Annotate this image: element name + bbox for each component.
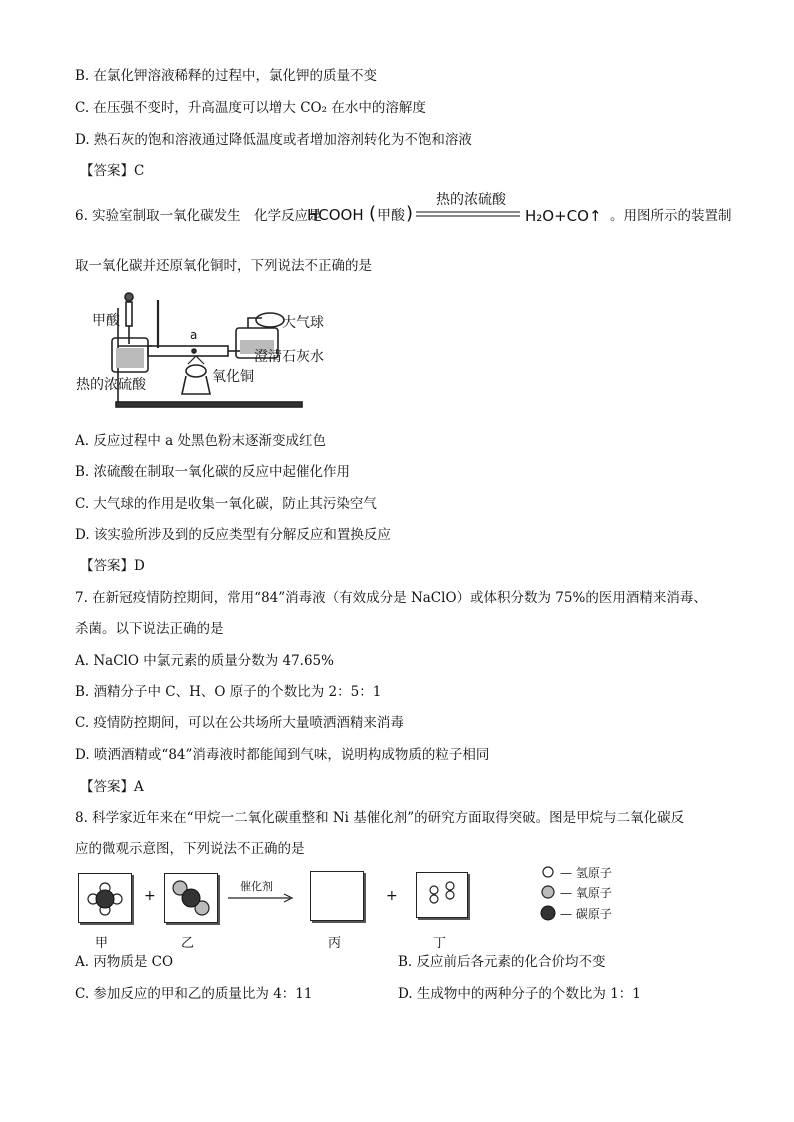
label-limewater: 澄清石灰水	[254, 349, 324, 365]
q6-option-b: B. 浓硫酸在制取一氧化碳的反应中起催化作用	[75, 464, 351, 480]
q8-option-a: A. 丙物质是 CO	[75, 954, 174, 970]
q6-stem-line2: 取一氧化碳并还原氧化铜时，下列说法不正确的是	[75, 258, 372, 274]
label-jia: 甲	[95, 936, 109, 951]
q7-stem-line1: 7. 在新冠疫情防控期间，常用“84”消毒液（有效成分是 NaClO）或体积分数为 75%的医用酒精来消毒、	[75, 590, 707, 606]
plus-1: +	[144, 888, 156, 904]
q6-option-a: A. 反应过程中 a 处黑色粉末逐渐变成红色	[75, 433, 326, 449]
label-copper-oxide: 氧化铜	[212, 369, 254, 385]
q5-option-b: B. 在氯化钾溶液稀释的过程中，氯化钾的质量不变	[75, 68, 378, 84]
q6-option-d: D. 该实验所涉及到的反应类型有分解反应和置换反应	[75, 527, 391, 543]
label-balloon: 大气球	[282, 315, 324, 331]
q6-answer: 【答案】D	[80, 558, 145, 574]
box-yi	[164, 873, 218, 923]
q6-paren-open: (	[369, 203, 377, 224]
q8-option-d: D. 生成物中的两种分子的个数比为 1：1	[398, 986, 641, 1002]
q7-option-d: D. 喷洒酒精或“84”消毒液时都能闻到气味，说明构成物质的粒子相同	[75, 747, 490, 763]
q7-option-b: B. 酒精分子中 C、H、O 原子的个数比为 2：5：1	[75, 684, 382, 700]
q7-option-a: A. NaClO 中氯元素的质量分数为 47.65%	[75, 653, 334, 669]
q7-option-c: C. 疫情防控期间，可以在公共场所大量喷洒酒精来消毒	[75, 715, 404, 731]
q8-option-b: B. 反应前后各元素的化合价均不变	[398, 954, 606, 970]
legend-hydrogen: — 氢原子	[560, 866, 612, 880]
q7-answer: 【答案】A	[80, 779, 144, 795]
q6-reactant: HCOOH	[307, 206, 364, 224]
q5-option-d: D. 熟石灰的饱和溶液通过降低温度或者增加溶剂转化为不饱和溶液	[75, 132, 472, 148]
q8-stem-line2: 应的微观示意图，下列说法不正确的是	[75, 841, 305, 857]
catalyst-label: 催化剂	[240, 880, 273, 893]
q8-option-c: C. 参加反应的甲和乙的质量比为 4：11	[75, 986, 313, 1002]
plus-2: +	[386, 888, 398, 904]
q5-answer: 【答案】C	[80, 163, 145, 179]
legend-carbon: — 碳原子	[560, 907, 612, 921]
box-ding	[416, 872, 468, 918]
carbon-dioxide-molecule	[165, 874, 217, 922]
q6-stem-suffix: 。用图所示的装置制	[610, 208, 732, 224]
label-hot-conc-acid: 热的浓硫酸	[76, 377, 146, 393]
box-jia	[78, 873, 132, 923]
q6-condition: 热的浓硫酸	[436, 192, 506, 208]
label-a: a	[190, 328, 198, 342]
q6-paren-close: )	[406, 203, 414, 224]
q6-stem-prefix: 6. 实验室制取一氧化碳发生 化学反应是	[75, 208, 322, 224]
q6-equals-arrow	[416, 210, 522, 218]
q6-option-c: C. 大气球的作用是收集一氧化碳，防止其污染空气	[75, 496, 377, 512]
reaction-arrow	[228, 893, 296, 903]
label-yi: 乙	[181, 936, 195, 951]
methane-molecule	[79, 874, 131, 922]
label-formic-acid: 甲酸	[92, 313, 120, 329]
q8-stem-line1: 8. 科学家近年来在“甲烷一二氧化碳重整和 Ni 基催化剂”的研究方面取得突破。图是甲烷与二氧化碳反	[75, 810, 685, 826]
legend-atoms	[538, 864, 558, 924]
label-bing: 丙	[328, 936, 342, 951]
q6-reactant-name: 甲酸	[377, 208, 405, 224]
label-ding: 丁	[433, 936, 447, 951]
q7-stem-line2: 杀菌。以下说法正确的是	[75, 621, 224, 637]
legend-oxygen: — 氧原子	[560, 886, 612, 900]
q5-option-c: C. 在压强不变时，升高温度可以增大 CO₂ 在水中的溶解度	[75, 100, 426, 116]
q6-products: H₂O+CO↑	[525, 207, 602, 225]
q6-apparatus-figure	[72, 288, 372, 410]
hydrogen-molecules	[417, 873, 467, 917]
box-bing	[310, 871, 364, 921]
